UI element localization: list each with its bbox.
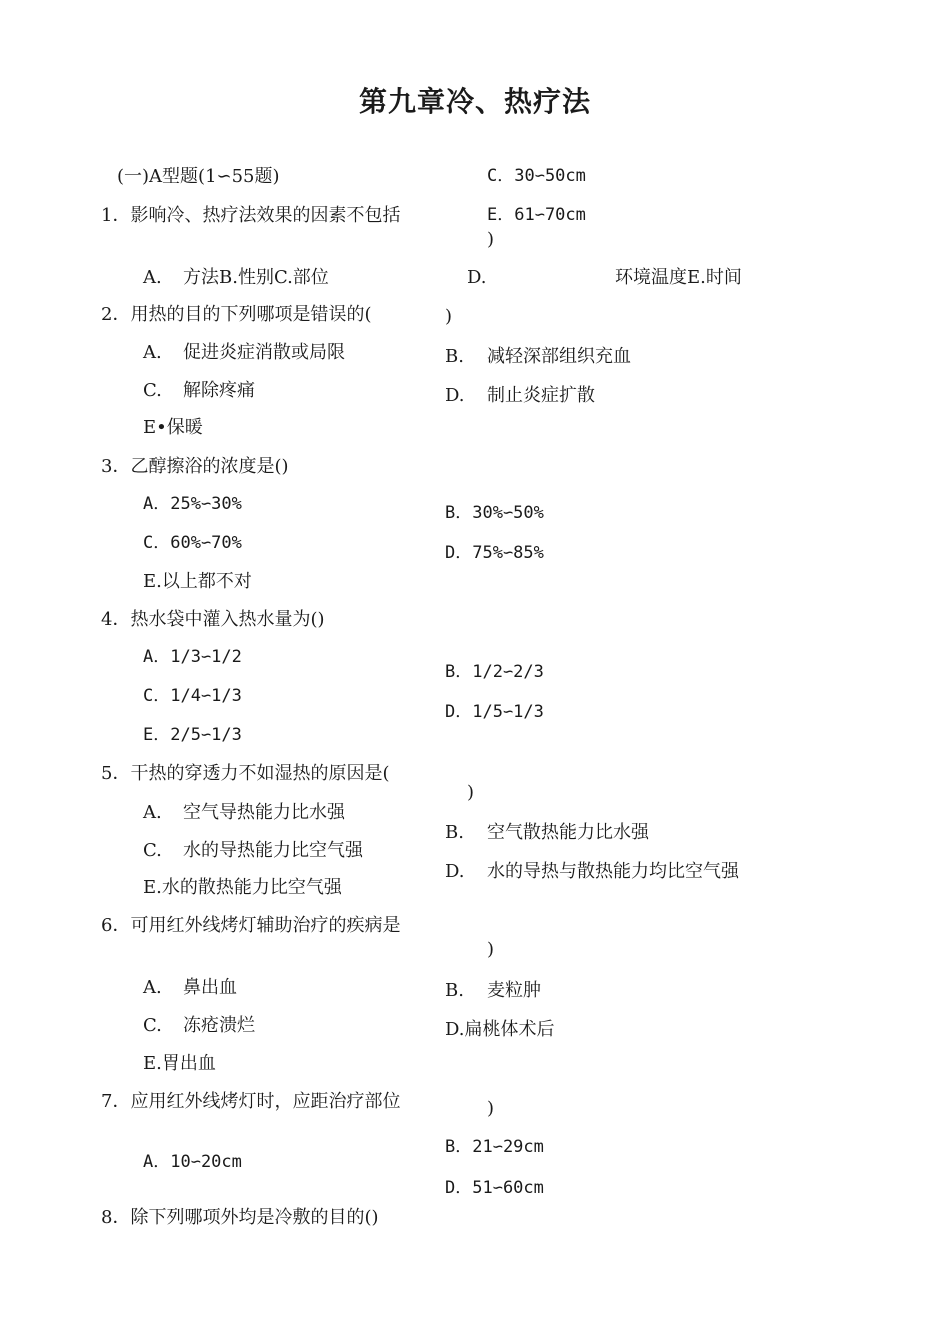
question-3-option-b: B．30%∽50% [445,503,544,523]
question-6-option-d: D.扁桃体术后 [445,1019,555,1040]
section-heading: (一)A型题(1∽55题) [117,166,280,187]
question-1-close-paren: ) [487,229,495,250]
question-4-option-a: A．1/3∽1/2 [143,647,242,667]
question-2-option-a-label: A. [143,342,162,363]
question-5-option-e: E.水的散热能力比空气强 [143,877,342,898]
chapter-title: 第九章冷、热疗法 [358,85,591,118]
question-7-option-b: B．21∽29cm [445,1137,544,1157]
question-2-option-c-label: C. [143,380,162,401]
question-4-option-e: E．2/5∽1/3 [143,725,242,745]
question-5-option-d-label: D. [445,861,465,882]
question-5-option-a-text: 空气导热能力比水强 [183,802,345,823]
question-6-option-a-text: 鼻出血 [183,977,237,998]
question-7-close-paren: ) [487,1098,495,1119]
question-4-option-d: D．1/5∽1/3 [445,702,544,722]
question-1-option-d-text: 环境温度E.时间 [615,267,742,288]
question-2-stem: 2．用热的目的下列哪项是错误的( [101,304,372,325]
question-7-option-d: D．51∽60cm [445,1178,544,1198]
question-4-option-c: C．1/4∽1/3 [143,686,242,706]
question-7-stem: 7．应用红外线烤灯时，应距治疗部位 [101,1091,401,1112]
question-4-option-b: B．1/2∽2/3 [445,662,544,682]
question-3-option-a: A．25%∽30% [143,494,242,514]
question-5-option-c-label: C. [143,840,162,861]
question-4-stem: 4．热水袋中灌入热水量为() [101,609,325,630]
question-6-option-e: E.胃出血 [143,1053,216,1074]
question-6-option-b-text: 麦粒肿 [487,980,541,1001]
question-2-option-b-label: B. [445,346,464,367]
question-2-close-paren: ) [445,306,453,327]
question-7-option-c: C．30∽50cm [487,166,586,186]
question-5-option-b-label: B. [445,822,464,843]
question-6-option-a-label: A. [143,977,162,998]
question-3-option-c: C．60%∽70% [143,533,242,553]
question-1-option-a-text: 方法B.性别C.部位 [183,267,329,288]
question-6-close-paren: ) [487,939,495,960]
question-1-option-a-label: A. [143,267,162,288]
question-2-option-a-text: 促进炎症消散或局限 [183,342,345,363]
question-3-option-e: E.以上都不对 [143,571,252,592]
question-2-option-b-text: 减轻深部组织充血 [487,346,631,367]
question-2-option-e: E•保暖 [143,417,203,438]
question-2-option-d-text: 制止炎症扩散 [487,385,595,406]
question-5-option-b-text: 空气散热能力比水强 [487,822,649,843]
question-5-close-paren: ) [467,782,475,803]
question-3-stem: 3．乙醇擦浴的浓度是() [101,456,289,477]
question-2-option-c-text: 解除疼痛 [183,380,255,401]
question-6-option-b-label: B. [445,980,464,1001]
question-7-option-a: A．10∽20cm [143,1152,242,1172]
question-3-option-d: D．75%∽85% [445,543,544,563]
question-6-stem: 6．可用红外线烤灯辅助治疗的疾病是 [101,915,401,936]
question-6-option-c-text: 冻疮溃烂 [183,1015,255,1036]
question-7-option-e: E．61∽70cm [487,205,586,225]
question-6-option-c-label: C. [143,1015,162,1036]
question-2-option-d-label: D. [445,385,465,406]
question-5-stem: 5．干热的穿透力不如湿热的原因是( [101,763,390,784]
question-1-stem: 1．影响冷、热疗法效果的因素不包括 [101,205,401,226]
question-8-stem: 8．除下列哪项外均是冷敷的目的() [101,1207,379,1228]
question-1-option-d-label: D. [467,267,487,288]
question-5-option-c-text: 水的导热能力比空气强 [183,840,363,861]
question-5-option-a-label: A. [143,802,162,823]
question-5-option-d-text: 水的导热与散热能力均比空气强 [487,861,739,882]
